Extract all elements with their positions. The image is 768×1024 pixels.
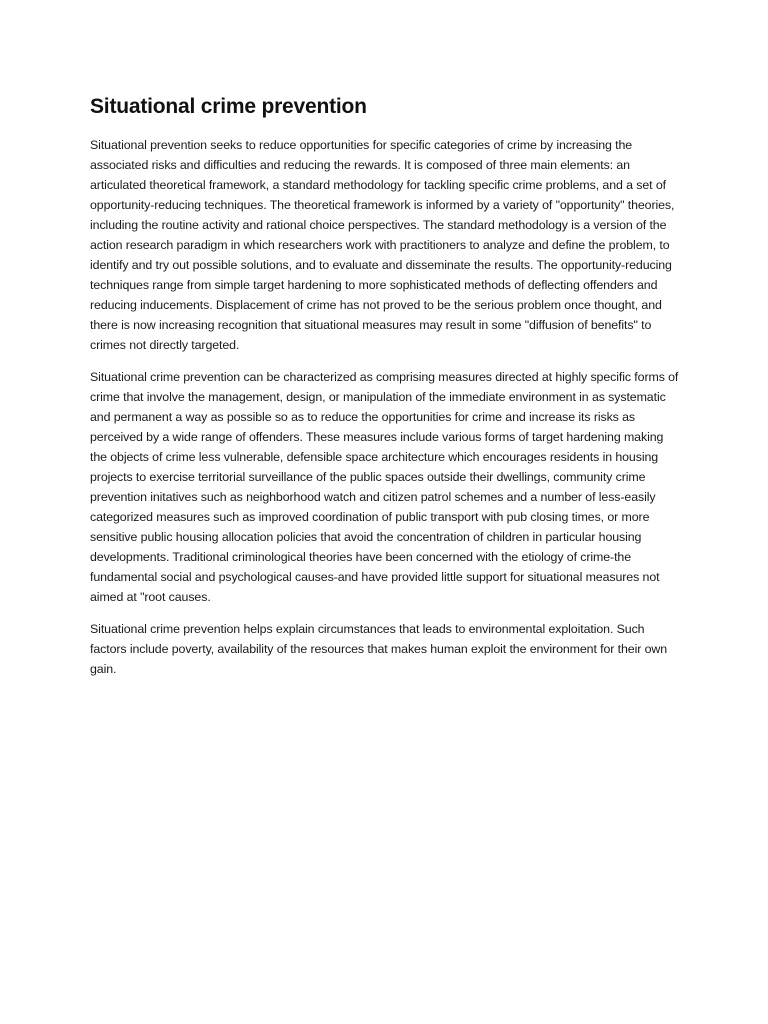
paragraph-3: Situational crime prevention helps explain circumstances that leads to environmental exploitation. Such factors include poverty, availability of the resources that makes human exploit the environment for their own gain. bbox=[90, 622, 668, 676]
paragraph-2: Situational crime prevention can be characterized as comprising measures directed at highly specific forms of crime that involve the management, design, or manipulation of the immediate environment in as systematic and permanent a way as possible so as to reduce the opportunities for crime and increase its risks as perceived by a wide range of offenders. These measures include various forms of target hardening making the objects of crime less vulnerable, defensible space architecture which encourages residents in housing projects to exercise territorial surveillance of the public spaces outside their dwellings, community crime prevention initatives such as neighborhood watch and citizen patrol schemes and a number of less-easily categorized measures such as improved coordination of public transport with pub closing times, or more sensitive public housing allocation policies that avoid the concentration of children in particular housing developments. Traditional criminological theories have been concerned with the etiology of crime-the fundamental social and psychological causes-and have provided little support for situational measures not aimed at "root causes. bbox=[90, 370, 679, 604]
document-title: Situational crime prevention bbox=[90, 95, 367, 118]
document-body bbox=[90, 92, 680, 691]
paragraph-1: Situational prevention seeks to reduce opportunities for specific categories of crime by increasing the associated risks and difficulties and reducing the rewards. It is composed of three main elements: an articulated theoretical framework, a standard methodology for tackling specific crime problems, and a set of opportunity-reducing techniques. The theoretical framework is informed by a variety of "opportunity" theories, including the routine activity and rational choice perspectives. The standard methodology is a version of the action research paradigm in which researchers work with practitioners to analyze and define the problem, to identify and try out possible solutions, and to evaluate and disseminate the results. The opportunity-reducing techniques range from simple target hardening to more sophisticated methods of deflecting offenders and reducing inducements. Displacement of crime has not proved to be the serious problem once thought, and there is now increasing recognition that situational measures may result in some "diffusion of benefits" to crimes not directly targeted. bbox=[90, 138, 675, 352]
